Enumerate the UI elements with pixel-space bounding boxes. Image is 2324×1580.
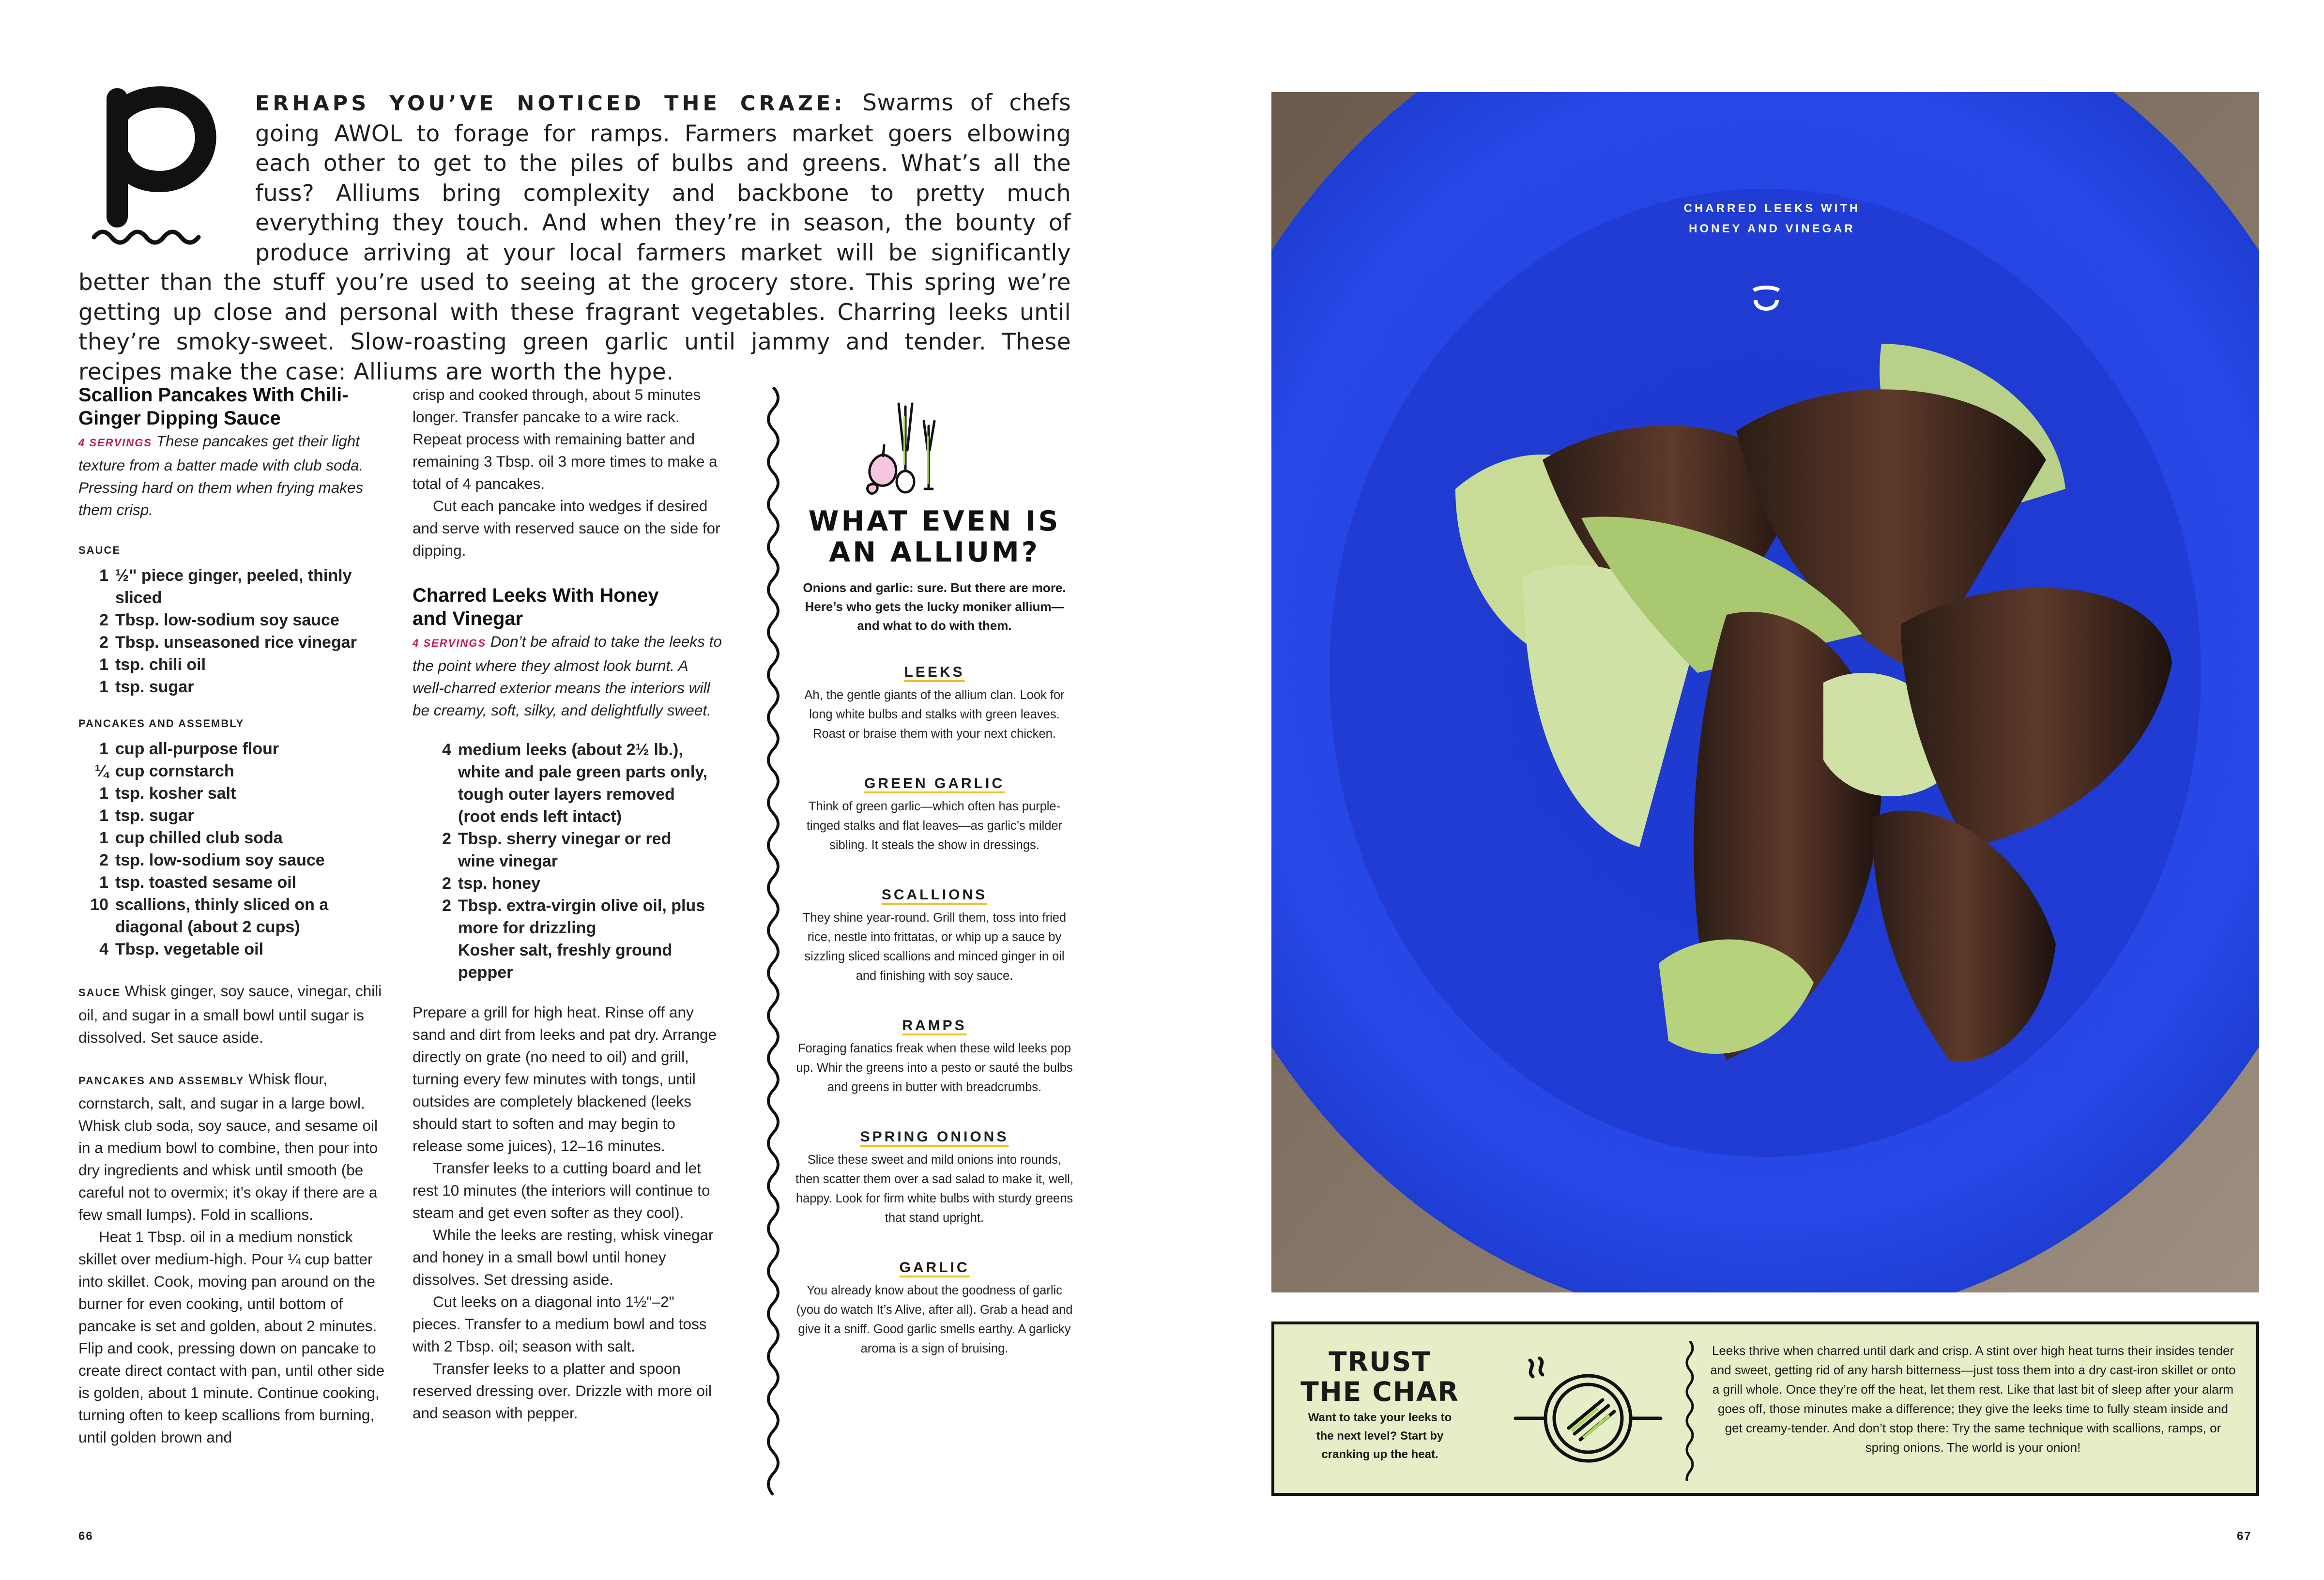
ingredient-row [78, 827, 388, 849]
pancake-ingredient-list [78, 738, 388, 960]
allium-description: You already know about the goodness of garlic (you do watch It’s Alive, after all). Grab a head and give it a sniff. Good garlic smells earthy. A garlicky aroma is a sign of bruising. [796, 1284, 1073, 1355]
ingredient-text: cup all-purpose flour [115, 740, 279, 758]
trust-wavy-divider [1685, 1341, 1695, 1481]
recipe-title: Charred Leeks With Honey and Vinegar [413, 585, 659, 629]
ingredient-text: scallions, thinly sliced on a diagonal (about 2 cups) [115, 896, 329, 936]
ingredient-row [78, 609, 388, 631]
ingredient-qty: 1 [99, 678, 108, 696]
ingredient-row [421, 828, 712, 872]
step-text: Heat 1 Tbsp. oil in a medium nonstick skillet over medium-high. Pour ¼ cup batter into skillet. Cook, moving pan around on the burner for even cooking, until bottom of pancake is set and golden, about 2 minutes. Flip and cook, pressing down on pancake to create direct contact with pan, until other side is golden, about 1 minute. Continue cooking, turning often to keep scallions from burning, until golden brown and [78, 1228, 385, 1446]
ingredient-text: Tbsp. unseasoned rice vinegar [115, 633, 357, 652]
ingredient-row [78, 871, 388, 894]
ingredient-text: cup cornstarch [115, 762, 234, 780]
allium-description: They shine year-round. Grill them, toss into fried rice, nestle into frittatas, or whip up a sauce by sizzling sliced scallions and minced ginger in oil and finishing with soy sauce. [802, 911, 1067, 983]
recipe-note: Don’t be afraid to take the leeks to the point where they almost look burnt. A well-charred exterior means the interiors will be creamy, soft, silky, and delightfully sweet. [413, 633, 722, 719]
ingredient-text: tsp. kosher salt [115, 784, 236, 803]
ingredient-qty: 1 [99, 873, 108, 892]
intro-body: Swarms of chefs going AWOL to forage for ramps. Farmers market goers elbowing each other to get to the piles of bulbs and greens. What’s all the fuss? Alliums bring complexity and backbone to pretty much everything they touch. And when they’re in season, the bounty of produce arriving at your local farmers market will be significantly better than the stuff you’re used to seeing at the grocery store. This spring we’re getting up close and personal with these fragrant vegetables. Charring leeks until they’re smoky-sweet. Slow-roasting green garlic until jammy and tender. These recipes make the case: Alliums are worth the hype. [78, 90, 1071, 385]
ingredient-qty: 1 [99, 784, 108, 803]
ingredient-text: tsp. toasted sesame oil [115, 873, 297, 892]
ingredient-qty: 2 [442, 830, 451, 848]
ingredient-text: Tbsp. sherry vinegar or red wine vinegar [458, 830, 672, 870]
ingredient-qty [421, 939, 458, 984]
recipe-note: These pancakes get their light texture from a batter made with club soda. Pressing hard on them when frying makes them crisp. [78, 432, 364, 518]
ingredient-row [78, 849, 388, 871]
wavy-divider [766, 387, 780, 1496]
ingredient-text: tsp. chili oil [115, 655, 206, 674]
servings-badge: 4 SERVINGS [78, 437, 153, 449]
intro-lead: ERHAPS YOU’VE NOTICED THE CRAZE: [255, 91, 846, 116]
ingredient-row [421, 872, 712, 895]
ingredient-qty: 1 [99, 655, 108, 674]
allium-description: Think of green garlic—which often has purple-tinged stalks and flat leaves—as garlic’s milder sibling. It steals the show in dressings. [806, 800, 1063, 852]
allium-heading: SCALLIONS [881, 887, 988, 903]
allium-heading: RAMPS [902, 1018, 967, 1033]
sidebar-title: WHAT EVEN IS AN ALLIUM? [808, 505, 1061, 568]
ingredient-qty: ¼ [94, 762, 108, 780]
step-text: While the leeks are resting, whisk vinegar and honey in a small bowl until honey dissolves. Set dressing aside. [413, 1226, 714, 1288]
ingredient-row [78, 738, 388, 760]
ingredient-row [78, 760, 388, 782]
recipe-scallion-pancakes [78, 383, 388, 1448]
step-text: Prepare a grill for high heat. Rinse off any sand and dirt from leeks and pat dry. Arrange directly on grate (no need to oil) and grill, turning every few minutes with tongs, until outsides are completely blackened (leeks should start to soften and may begin to release some juices), 12–16 minutes. [413, 1003, 717, 1155]
leek-ingredient-list [421, 739, 712, 984]
pancake-subhead: PANCAKES AND ASSEMBLY [78, 717, 245, 729]
ingredient-row [78, 631, 388, 653]
sauce-subhead: SAUCE [78, 544, 121, 556]
ingredient-qty: 2 [99, 633, 108, 652]
ingredient-text: cup chilled club soda [115, 829, 283, 847]
ingredient-text: tsp. honey [458, 874, 541, 893]
step-text: Transfer leeks to a cutting board and let rest 10 minutes (the interiors will continue to steam and get even softer as they cool). [413, 1159, 710, 1221]
recipe-column-2 [413, 383, 722, 1424]
trust-title: TRUST THE CHAR [1300, 1346, 1459, 1407]
trust-subtitle: Want to take your leeks to the next level? Start by cranking up the heat. [1308, 1411, 1452, 1461]
ingredient-row [421, 939, 712, 984]
step-text: Transfer leeks to a platter and spoon reserved dressing over. Drizzle with more oil and season with pepper. [413, 1360, 712, 1422]
ingredient-qty: 1 [99, 566, 108, 585]
step-text: Cut each pancake into wedges if desired and serve with reserved sauce on the side for dipping. [413, 497, 720, 559]
servings-badge: 4 SERVINGS [413, 637, 487, 649]
ingredient-text: Kosher salt, freshly ground pepper [458, 941, 673, 982]
page-number-right: 67 [2237, 1530, 2252, 1543]
allium-bulbs-icon [862, 397, 949, 499]
ingredient-row [78, 805, 388, 827]
step-text: Cut leeks on a diagonal into 1½"–2" pieces. Transfer to a medium bowl and toss with 2 Tbsp. oil; season with salt. [413, 1293, 707, 1355]
step-text: Whisk ginger, soy sauce, vinegar, chili oil, and sugar in a small bowl until sugar is dissolved. Set sauce aside. [78, 982, 382, 1046]
ingredient-qty: 2 [442, 874, 451, 893]
ingredient-row [78, 564, 388, 609]
ingredient-qty: 2 [99, 851, 108, 869]
ingredient-text: Tbsp. extra-virgin olive oil, plus more for drizzling [458, 896, 705, 937]
ingredient-qty: 1 [99, 829, 108, 847]
allium-heading: GARLIC [899, 1260, 970, 1276]
ingredient-text: tsp. low-sodium soy sauce [115, 851, 325, 869]
charred-leeks-photo [1271, 92, 2259, 1292]
ingredient-qty: 2 [442, 896, 451, 915]
ingredient-qty: 4 [442, 741, 451, 759]
ingredient-qty: 1 [99, 806, 108, 825]
ingredient-row [78, 938, 388, 960]
sidebar-intro: Onions and garlic: sure. But there are more. Here’s who gets the lucky moniker allium—and what to do with them. [803, 580, 1066, 633]
step-label: SAUCE [78, 987, 121, 999]
allium-heading: SPRING ONIONS [860, 1129, 1009, 1145]
page-number-left: 66 [78, 1530, 93, 1543]
ingredient-text: medium leeks (about 2½ lb.), white and pale green parts only, tough outer layers removed (root ends left intact) [458, 741, 708, 826]
allium-heading: GREEN GARLIC [864, 775, 1005, 791]
recipe-title: Scallion Pancakes With Chili-Ginger Dipping Sauce [78, 384, 349, 429]
ingredient-row [78, 782, 388, 805]
step-label: PANCAKES AND ASSEMBLY [78, 1075, 245, 1087]
allium-heading: LEEKS [904, 664, 965, 680]
ingredient-text: Tbsp. vegetable oil [115, 940, 264, 958]
sauce-ingredient-list [78, 564, 388, 698]
allium-description: Ah, the gentle giants of the allium clan. Look for long white bulbs and stalks with green leaves. Roast or braise them with your next chicken. [804, 688, 1065, 741]
skillet-icon [1501, 1346, 1675, 1472]
ingredient-row [78, 653, 388, 676]
trust-body: Leeks thrive when charred until dark and crisp. A stint over high heat turns their insides tender and sweet, getting rid of any harsh bitterness—just toss them into a dry cast-iron skillet or onto a grill whole. Once they’re off the heat, let them rest. Like that last bit of sleep after your alarm goes off, those minutes make a difference; they give the leeks time to fully steam inside and get creamy-tender. And don’t stop there: Try the same technique with scallions, ramps, or spring onions. The world is your onion! [1710, 1343, 2236, 1455]
ingredient-text: tsp. sugar [115, 678, 194, 696]
ingredient-qty: 2 [99, 611, 108, 629]
ingredient-row [78, 894, 388, 938]
ingredient-qty: 4 [99, 940, 108, 958]
step-text: Whisk flour, cornstarch, salt, and sugar in a large bowl. Whisk club soda, soy sauce, and sesame oil in a medium bowl to combine, then pour into dry ingredients and whisk until smooth (be careful not to overmix; it’s okay if there are a few small lumps). Fold in scallions. [78, 1070, 378, 1223]
ingredient-qty: 10 [90, 896, 108, 914]
ingredient-row [421, 895, 712, 939]
allium-description: Slice these sweet and mild onions into rounds, then scatter them over a sad salad to make it, well, happy. Look for firm white bulbs with sturdy greens that stand upright. [795, 1153, 1074, 1225]
ingredient-text: tsp. sugar [115, 806, 194, 825]
ingredient-row [421, 739, 712, 828]
ingredient-qty: 1 [99, 740, 108, 758]
photo-caption: CHARRED LEEKS WITH HONEY AND VINEGAR [1683, 202, 1861, 235]
ingredient-row [78, 676, 388, 698]
allium-description: Foraging fanatics freak when these wild leeks pop up. Whir the greens into a pesto or sauté the bulbs and greens in butter with breadcrumbs. [796, 1042, 1073, 1094]
step-text: crisp and cooked through, about 5 minutes longer. Transfer pancake to a wire rack. Repeat process with remaining batter and remaining 3 Tbsp. oil 3 more times to make a total of 4 pancakes. [413, 386, 718, 492]
ingredient-text: ½" piece ginger, peeled, thinly sliced [115, 566, 352, 607]
ingredient-text: Tbsp. low-sodium soy sauce [115, 611, 339, 629]
allium-sidebar [794, 506, 1075, 1390]
intro-paragraph [78, 88, 1071, 387]
